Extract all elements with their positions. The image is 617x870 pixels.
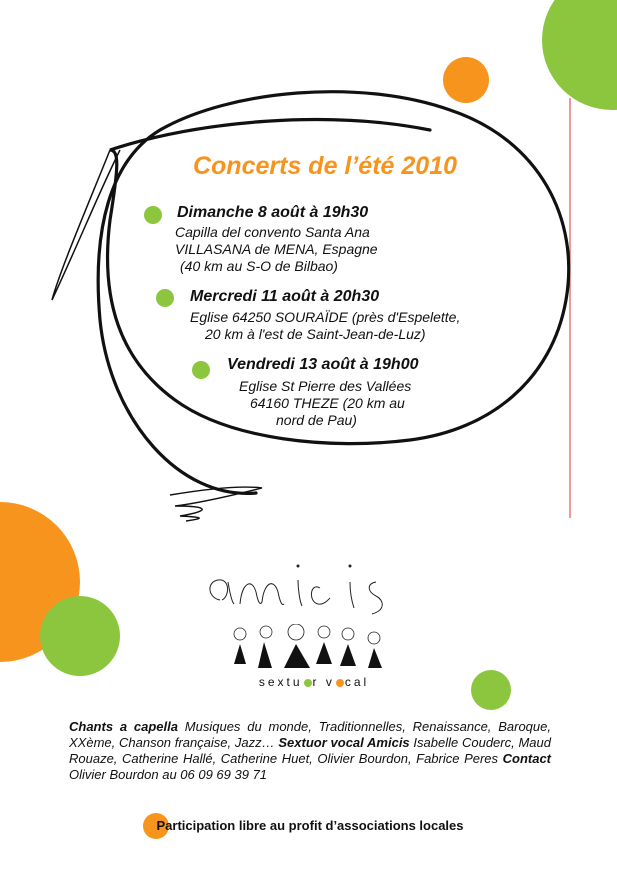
contact-text: Olivier Bourdon au 06 09 69 39 71 xyxy=(69,767,268,782)
members-text: Isabelle Couderc, Maud Rouaze, Catherine Hallé, Catherine Huet, Olivier Bourdon, Fabrice Peres xyxy=(69,735,551,766)
brand-subtitle xyxy=(229,675,399,689)
event-1-line-1: Capilla del convento Santa Ana xyxy=(175,224,370,240)
subtitle-o-green xyxy=(304,679,312,687)
event-3-bullet xyxy=(192,361,210,379)
event-3-line-1: Eglise St Pierre des Vallées xyxy=(239,378,412,394)
event-1-line-2: VILLASANA de MENA, Espagne xyxy=(175,241,378,257)
poster-title: Concerts de l’été 2010 xyxy=(192,152,457,180)
event-3-date: Vendredi 13 août à 19h00 xyxy=(227,356,419,373)
event-3-line-3: nord de Pau) xyxy=(276,412,357,428)
description-paragraph xyxy=(69,719,551,783)
event-3-line-2: 64160 THEZE (20 km au xyxy=(250,395,405,411)
subtitle-part-2: r v xyxy=(312,675,335,689)
contact-label: Contact xyxy=(502,751,551,766)
event-2-line-2: 20 km à l'est de Saint-Jean-de-Luz) xyxy=(205,326,426,342)
event-2-date: Mercredi 11 août à 20h30 xyxy=(190,288,380,305)
subtitle-part-3: cal xyxy=(344,675,370,689)
chants-text: Musiques du monde, Traditionnelles, Renaissance, Baroque, XXème, Chanson française, Jazz… xyxy=(69,719,551,750)
amicis-logo xyxy=(200,552,420,622)
green-circle-top-right xyxy=(542,0,617,110)
subtitle-part-1: sextu xyxy=(258,675,303,689)
green-circle-left xyxy=(40,596,120,676)
event-2-bullet xyxy=(156,289,174,307)
green-circle-right xyxy=(471,670,511,710)
event-1-date: Dimanche 8 août à 19h30 xyxy=(177,204,369,221)
footer-note: Participation libre au profit d’associations locales xyxy=(156,818,464,833)
event-1-bullet xyxy=(144,206,162,224)
chants-label: Chants a capella xyxy=(69,719,178,734)
group-label: Sextuor vocal Amicis xyxy=(278,735,410,750)
subtitle-o-orange xyxy=(336,679,344,687)
singers-illustration xyxy=(228,624,388,672)
event-2-line-1: Eglise 64250 SOURAÏDE (près d'Espelette, xyxy=(190,309,461,325)
event-1-line-3: (40 km au S-O de Bilbao) xyxy=(180,258,338,274)
orange-circle-top xyxy=(443,57,489,103)
